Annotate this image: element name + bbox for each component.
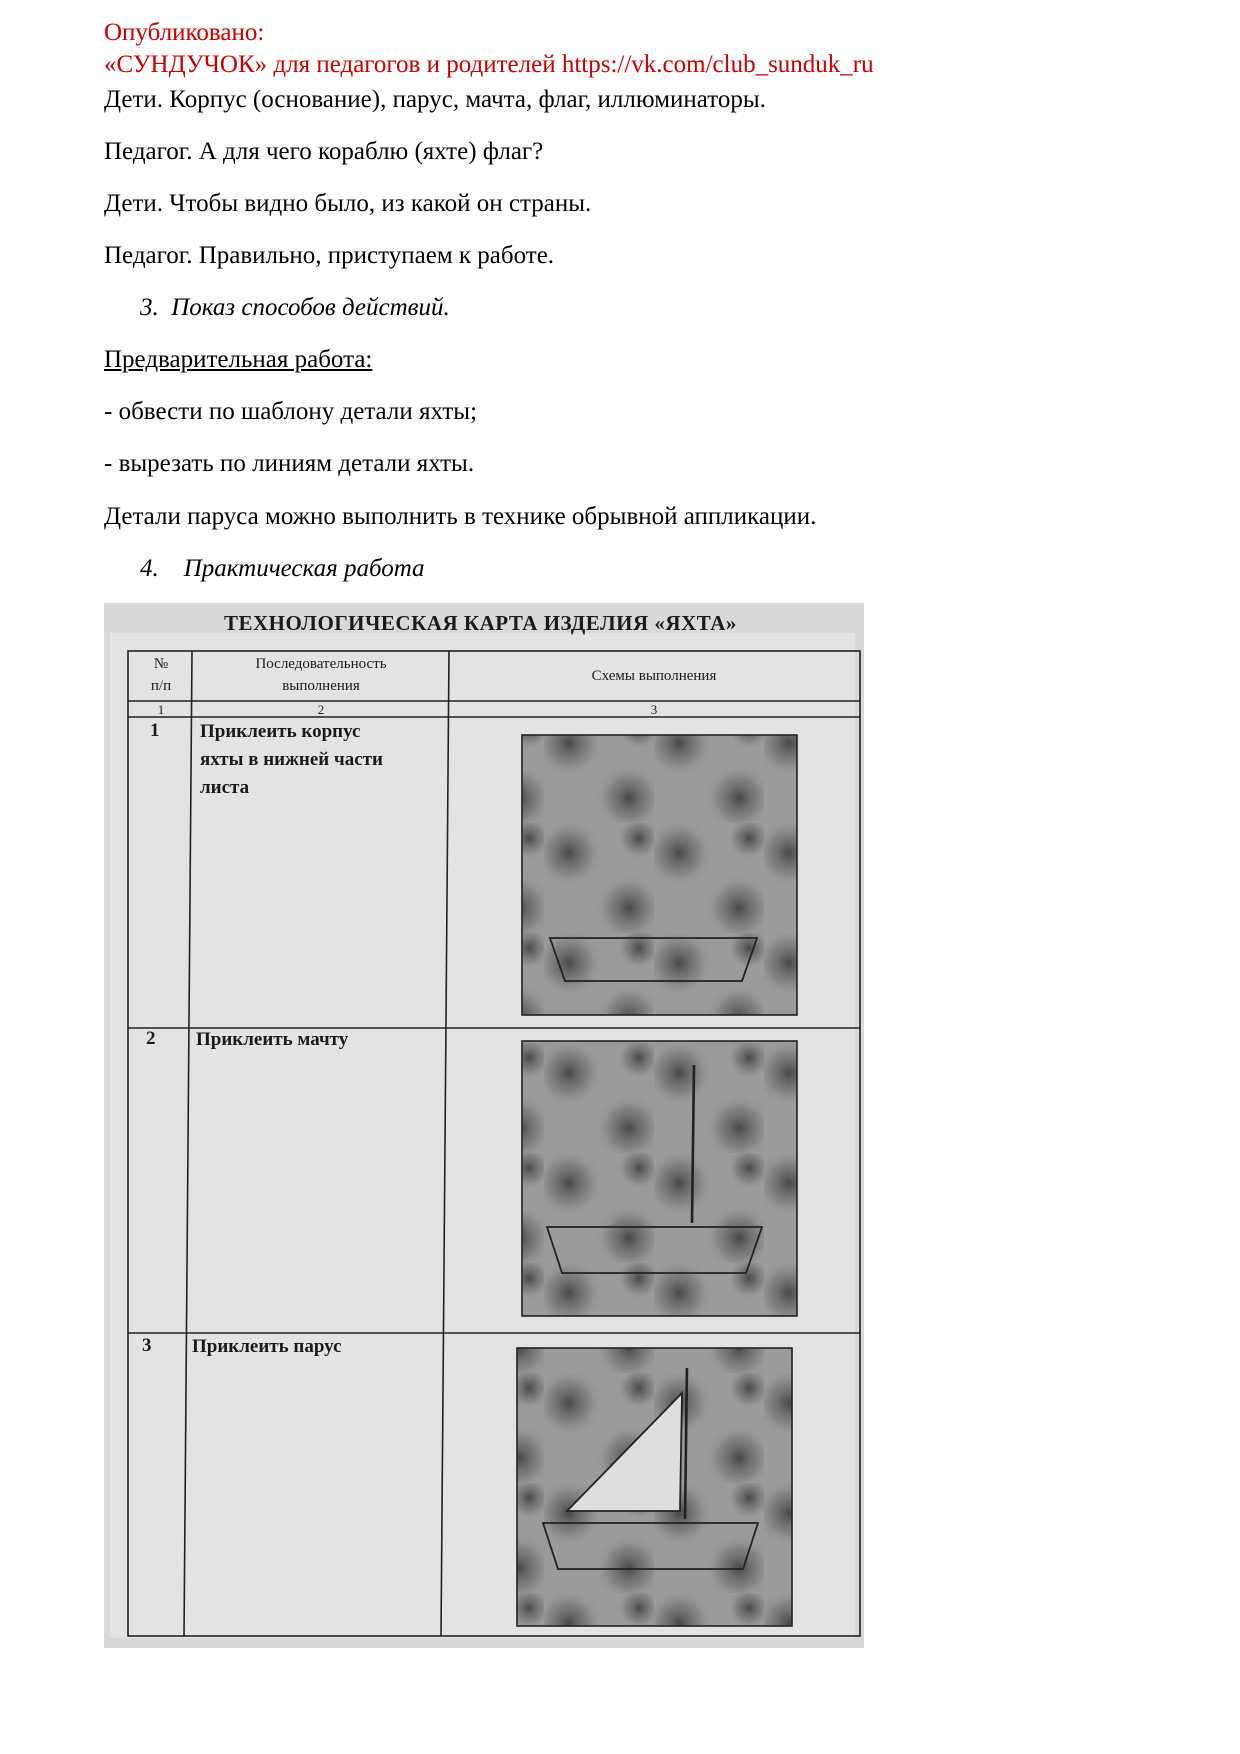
tech-card-title: ТЕХНОЛОГИЧЕСКАЯ КАРТА ИЗДЕЛИЯ «ЯХТА»: [224, 611, 737, 635]
dialogue-line: Педагог. А для чего кораблю (яхте) флаг?: [104, 138, 544, 165]
section-3-title: Показ способов действий.: [171, 294, 450, 321]
scheme-sail: [517, 1348, 792, 1626]
row-number: 3: [142, 1335, 152, 1356]
header-sequence-line1: Последовательность: [255, 656, 387, 672]
prep-item: - обвести по шаблону детали яхты;: [104, 398, 478, 425]
header-sequence: [196, 653, 446, 697]
row-number: 2: [146, 1028, 156, 1049]
row-number: 1: [150, 720, 160, 741]
scheme-background: [522, 1041, 797, 1316]
header-sequence-line2: выполнения: [282, 678, 360, 694]
tech-card-scan: [104, 603, 864, 1648]
row-step-line: листа: [200, 777, 250, 798]
row-step-line: Приклеить мачту: [196, 1029, 349, 1050]
section-4-heading: [140, 554, 425, 584]
section-4-title: Практическая работа: [183, 555, 425, 582]
prep-note: Детали паруса можно выполнить в технике обрывной аппликации.: [104, 503, 817, 530]
row-step-line: Приклеить парус: [192, 1336, 342, 1357]
row-step: [200, 718, 383, 802]
prep-item: - вырезать по линиям детали яхты.: [104, 450, 475, 477]
dialogue-line: Педагог. Правильно, приступаем к работе.: [104, 242, 555, 269]
scheme-background: [522, 735, 797, 1015]
column-number-2: 2: [317, 702, 325, 717]
row-step-line: яхты в нижней части: [200, 749, 383, 770]
dialogue-line: Дети. Корпус (основание), парус, мачта, флаг, иллюминаторы.: [104, 86, 766, 113]
column-number-1: 1: [157, 702, 165, 717]
dialogue-line: Дети. Чтобы видно было, из какой он страны.: [104, 190, 592, 217]
source-line: «СУНДУЧОК» для педагогов и родителей https://vk.com/club_sunduk_ru: [104, 51, 874, 78]
section-4-number: 4.: [140, 555, 159, 582]
row-step: [196, 1026, 348, 1054]
row-step-line: Приклеить корпус: [200, 721, 361, 742]
section-3-heading: [140, 293, 450, 323]
scheme-mast: [522, 1041, 797, 1316]
prep-heading: Предварительная работа:: [104, 346, 373, 373]
row-step: [192, 1333, 342, 1361]
header-number-line2: п/п: [150, 678, 172, 694]
scheme-hull: [522, 735, 797, 1015]
header-schemes: Схемы выполнения: [591, 668, 717, 684]
column-number-3: 3: [650, 702, 658, 717]
header-number: [132, 653, 190, 697]
published-label: Опубликовано:: [104, 19, 265, 46]
header-number-line1: №: [153, 656, 169, 672]
section-3-number: 3.: [140, 294, 159, 321]
